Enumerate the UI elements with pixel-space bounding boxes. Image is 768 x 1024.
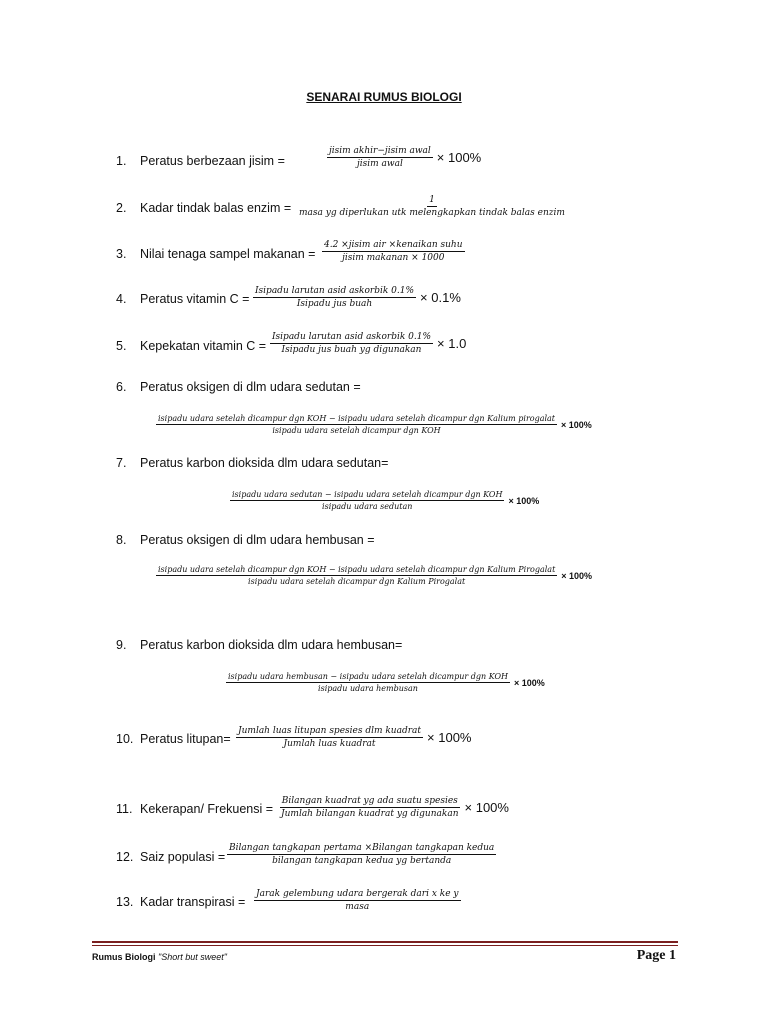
item-label: Kadar transpirasi = <box>140 895 246 909</box>
formula-item-5 <box>116 339 266 353</box>
item-label: Peratus berbezaan jisim = <box>140 154 285 168</box>
numerator: Jarak gelembung udara bergerak dari x ke y <box>256 889 459 899</box>
numerator: 1 <box>429 195 435 205</box>
denominator: isipadu udara sedutan <box>322 502 413 511</box>
item-label: Peratus vitamin C = <box>140 292 250 306</box>
item-number: 2. <box>116 201 127 215</box>
page-number: Page 1 <box>636 948 676 963</box>
denominator: jisim awal <box>356 159 403 169</box>
multiplier: × 0.1% <box>420 290 461 305</box>
numerator: Isipadu larutan asid askorbik 0.1% <box>255 286 415 296</box>
fraction <box>254 889 461 912</box>
item-label: Peratus oksigen di dlm udara hembusan = <box>140 533 375 547</box>
formula-2 <box>293 195 571 218</box>
formula-item-1 <box>116 154 285 168</box>
fraction <box>327 146 433 169</box>
multiplier: × 100% <box>513 677 545 688</box>
item-label: Peratus karbon dioksida dlm udara hembusan= <box>140 638 403 652</box>
formula-item-6 <box>116 380 361 394</box>
formula-3 <box>318 240 469 263</box>
formula-5 <box>266 332 466 355</box>
multiplier: × 100% <box>561 570 593 581</box>
item-label: Peratus oksigen di dlm udara sedutan = <box>140 380 361 394</box>
formula-item-4 <box>116 292 249 306</box>
document-title: SENARAI RUMUS BIOLOGI <box>306 90 462 104</box>
multiplier: × 100% <box>508 495 540 506</box>
item-number: 11. <box>116 802 133 816</box>
item-number: 7. <box>116 456 127 470</box>
numerator: isipadu udara hembusan − isipadu udara setelah dicampur dgn KOH <box>228 672 508 681</box>
formula-1 <box>323 146 481 169</box>
formula-item-8 <box>116 533 375 547</box>
item-label: Nilai tenaga sampel makanan = <box>140 247 316 261</box>
numerator: Bilangan tangkapan pertama ×Bilangan tangkapan kedua <box>229 843 495 853</box>
formula-item-3 <box>116 247 315 261</box>
formula-item-13 <box>116 895 245 909</box>
formula-item-11 <box>116 802 273 816</box>
numerator: isipadu udara sedutan − isipadu udara setelah dicampur dgn KOH <box>232 490 503 499</box>
denominator: Isipadu jus buah yg digunakan <box>281 345 422 355</box>
item-number: 5. <box>116 339 127 353</box>
item-number: 13. <box>116 895 134 909</box>
multiplier: × 100% <box>561 419 592 430</box>
fraction <box>236 726 423 749</box>
denominator: isipadu udara setelah dicampur dgn KOH <box>272 426 441 435</box>
formula-item-12 <box>116 850 225 864</box>
formula-item-2 <box>116 201 291 215</box>
fraction <box>270 332 433 355</box>
fraction <box>156 414 557 435</box>
item-label: Peratus litupan= <box>140 732 231 746</box>
footer-tagline: "Short but sweet" <box>158 952 227 962</box>
footer-caption <box>92 952 227 962</box>
numerator: isipadu udara setelah dicampur dgn KOH − isipadu udara setelah dicampur dgn Kalium Pirogalat <box>158 565 556 574</box>
item-label: Saiz populasi = <box>140 850 226 864</box>
formula-10 <box>232 726 471 749</box>
formula-4 <box>249 286 461 309</box>
fraction <box>227 843 496 866</box>
multiplier: × 100% <box>436 150 482 165</box>
denominator: Jumlah bilangan kuadrat yg digunakan <box>281 809 459 819</box>
item-number: 9. <box>116 638 127 652</box>
item-number: 12. <box>116 850 134 864</box>
fraction <box>297 195 567 218</box>
item-label: Kepekatan vitamin C = <box>140 339 267 353</box>
item-label: Peratus karbon dioksida dlm udara sedutan= <box>140 456 389 470</box>
multiplier: × 100% <box>464 800 509 815</box>
footer-title: Rumus Biologi <box>92 952 156 962</box>
fraction <box>322 240 465 263</box>
formula-7 <box>226 490 539 511</box>
formula-13 <box>250 889 465 912</box>
multiplier: × 100% <box>427 730 472 745</box>
fraction <box>156 565 557 586</box>
numerator: 4.2 ×jisim air ×kenaikan suhu <box>324 240 463 250</box>
fraction <box>279 796 461 819</box>
denominator: jisim makanan × 1000 <box>342 253 445 263</box>
item-number: 4. <box>116 292 127 306</box>
item-label: Kekerapan/ Frekuensi = <box>140 802 274 816</box>
numerator: isipadu udara setelah dicampur dgn KOH − isipadu udara setelah dicampur dgn Kalium pirogalat <box>158 414 556 423</box>
formula-9 <box>222 672 545 693</box>
multiplier: × 1.0 <box>437 336 467 351</box>
formula-12 <box>223 843 500 866</box>
denominator: masa <box>345 902 370 912</box>
formula-item-10 <box>116 732 231 746</box>
formula-item-9 <box>116 638 402 652</box>
denominator: bilangan tangkapan kedua yg bertanda <box>272 856 452 866</box>
item-number: 3. <box>116 247 127 261</box>
formula-11 <box>275 796 509 819</box>
formula-8 <box>152 565 592 586</box>
numerator: Isipadu larutan asid askorbik 0.1% <box>272 332 432 342</box>
denominator: Jumlah luas kuadrat <box>283 739 376 749</box>
fraction <box>230 490 504 511</box>
denominator: masa yg diperlukan utk melengkapkan tindak balas enzim <box>299 208 565 218</box>
item-number: 1. <box>116 154 127 168</box>
denominator: isipadu udara hembusan <box>318 684 418 693</box>
formula-6 <box>152 414 592 435</box>
numerator: Bilangan kuadrat yg ada suatu spesies <box>281 796 458 806</box>
item-number: 8. <box>116 533 127 547</box>
denominator: isipadu udara setelah dicampur dgn Kalium Pirogalat <box>248 577 466 586</box>
numerator: Jumlah luas litupan spesies dlm kuadrat <box>238 726 422 736</box>
fraction <box>253 286 416 309</box>
item-number: 6. <box>116 380 127 394</box>
footer-divider-thin <box>92 945 678 946</box>
fraction <box>226 672 510 693</box>
item-number: 10. <box>116 732 134 746</box>
numerator: jisim akhir−jisim awal <box>329 146 431 156</box>
formula-item-7 <box>116 456 388 470</box>
item-label: Kadar tindak balas enzim = <box>140 201 292 215</box>
footer-divider <box>92 941 678 943</box>
denominator: Isipadu jus buah <box>296 299 373 309</box>
